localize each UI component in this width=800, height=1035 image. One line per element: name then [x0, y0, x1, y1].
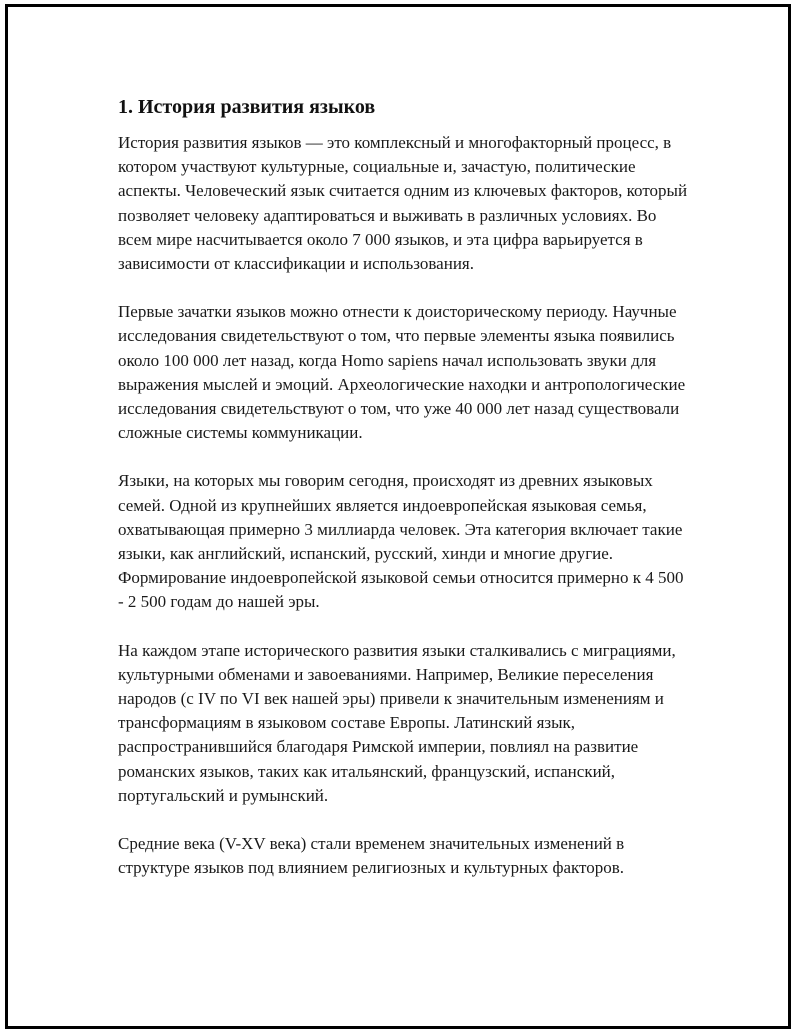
section-heading: 1. История развития языков [118, 96, 376, 118]
paragraph-3: Языки, на которых мы говорим сегодня, происходят из древних языковых семей. Одной из крупнейших является индоевропейская языковая семья, охватывающая примерно 3 миллиарда человек. Эта категория включает такие языки, как английский, испанский, русский, хинди и многие другие. Формирование индоевропейской языковой семьи относится примерно к 4 500 - 2 500 годам до нашей эры. [118, 471, 684, 612]
paragraph-1: История развития языков — это комплексный и многофакторный процесс, в котором участвуют культурные, социальные и, зачастую, политические аспекты. Человеческий язык считается одним из ключевых факторов, который позволяет человеку адаптироваться и выживать в различных условиях. Во всем мире насчитывается около 7 000 языков, и эта цифра варьируется в зависимости от классификации и использования. [118, 133, 688, 274]
document-body [118, 94, 693, 904]
paragraph-4: На каждом этапе исторического развития языки сталкивались с миграциями, культурными обменами и завоеваниями. Например, Великие переселения народов (с IV по VI век нашей эры) привели к значительным изменениям и трансформациям в языковом составе Европы. Латинский язык, распространившийся благодаря Римской империи, повлиял на развитие романских языков, таких как итальянский, французский, испанский, португальский и румынский. [118, 640, 676, 805]
paragraph-5: Средние века (V-XV века) стали временем значительных изменений в структуре языков под влиянием религиозных и культурных факторов. [118, 834, 625, 878]
paragraph-2: Первые зачатки языков можно отнести к доисторическому периоду. Научные исследования свидетельствуют о том, что первые элементы языка появились около 100 000 лет назад, когда Homo sapiens начал использовать звуки для выражения мыслей и эмоций. Археологические находки и антропологические исследования свидетельствуют о том, что уже 40 000 лет назад существовали сложные системы коммуникации. [118, 302, 686, 443]
